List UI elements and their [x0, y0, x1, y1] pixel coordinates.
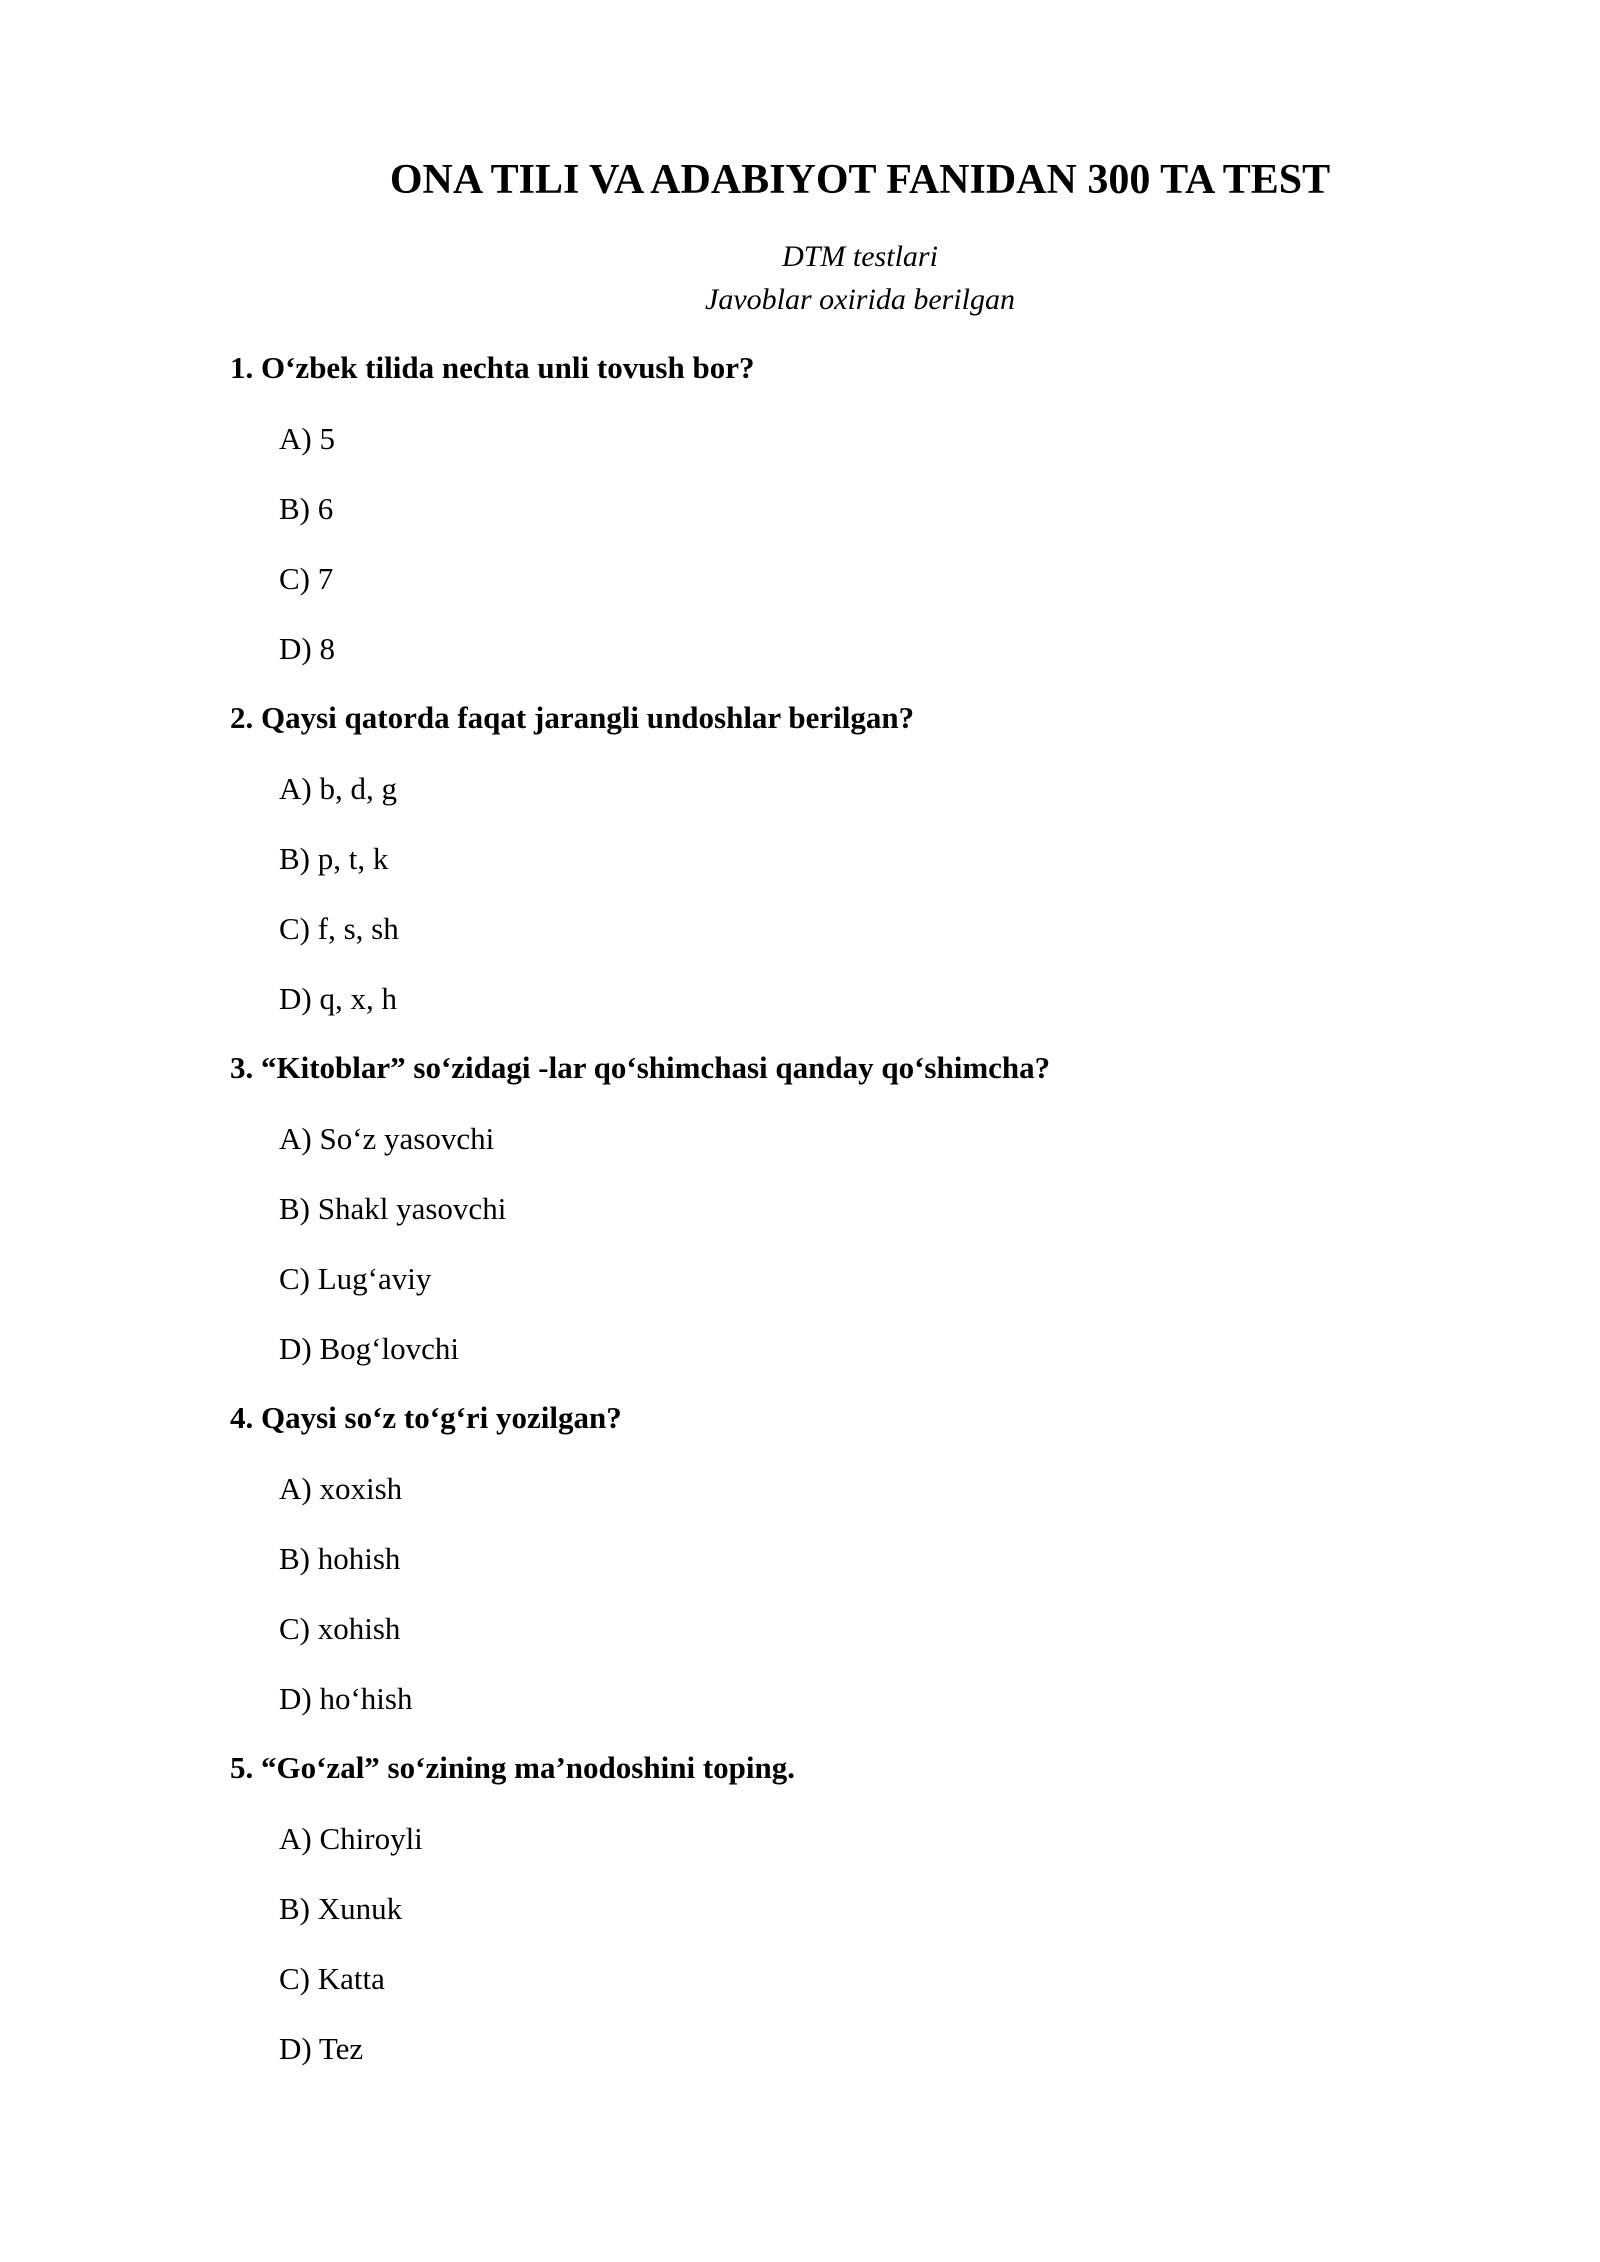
question-1-option-a: A) 5 — [279, 421, 335, 456]
question-4-option-b: B) hohish — [279, 1541, 401, 1576]
question-2-option-b: B) p, t, k — [279, 841, 389, 876]
question-5: 5. “Go‘zal” so‘zining ma’nodoshini toping. — [230, 1750, 795, 1785]
question-2: 2. Qaysi qatorda faqat jarangli undoshlar berilgan? — [230, 700, 915, 735]
question-2-option-d: D) q, x, h — [279, 981, 397, 1016]
question-3-option-b: B) Shakl yasovchi — [279, 1191, 507, 1226]
document-subtitle: DTM testlari — [782, 240, 938, 273]
question-1-option-d: D) 8 — [279, 631, 335, 666]
question-3-option-d: D) Bog‘lovchi — [279, 1331, 459, 1366]
question-5-option-a: A) Chiroyli — [279, 1821, 423, 1856]
question-1-option-b: B) 6 — [279, 491, 334, 526]
question-4-option-d: D) ho‘hish — [279, 1681, 413, 1716]
question-1-option-c: C) 7 — [279, 561, 334, 596]
document-note: Javoblar oxirida berilgan — [705, 283, 1015, 316]
question-4: 4. Qaysi so‘z to‘g‘ri yozilgan? — [230, 1400, 622, 1435]
question-2-option-c: C) f, s, sh — [279, 911, 399, 946]
question-3-option-a: A) So‘z yasovchi — [279, 1121, 495, 1156]
question-5-option-b: B) Xunuk — [279, 1891, 403, 1926]
question-4-option-c: C) xohish — [279, 1611, 401, 1646]
question-3-option-c: C) Lug‘aviy — [279, 1261, 432, 1296]
question-5-option-d: D) Tez — [279, 2031, 364, 2066]
question-4-option-a: A) xoxish — [279, 1471, 403, 1506]
document-title: ONA TILI VA ADABIYOT FANIDAN 300 TA TEST — [389, 157, 1331, 203]
question-5-option-c: C) Katta — [279, 1961, 385, 1996]
question-1: 1. O‘zbek tilida nechta unli tovush bor? — [230, 350, 755, 385]
question-2-option-a: A) b, d, g — [279, 771, 397, 806]
question-3: 3. “Kitoblar” so‘zidagi -lar qo‘shimchasi qanday qo‘shimcha? — [230, 1050, 1051, 1085]
